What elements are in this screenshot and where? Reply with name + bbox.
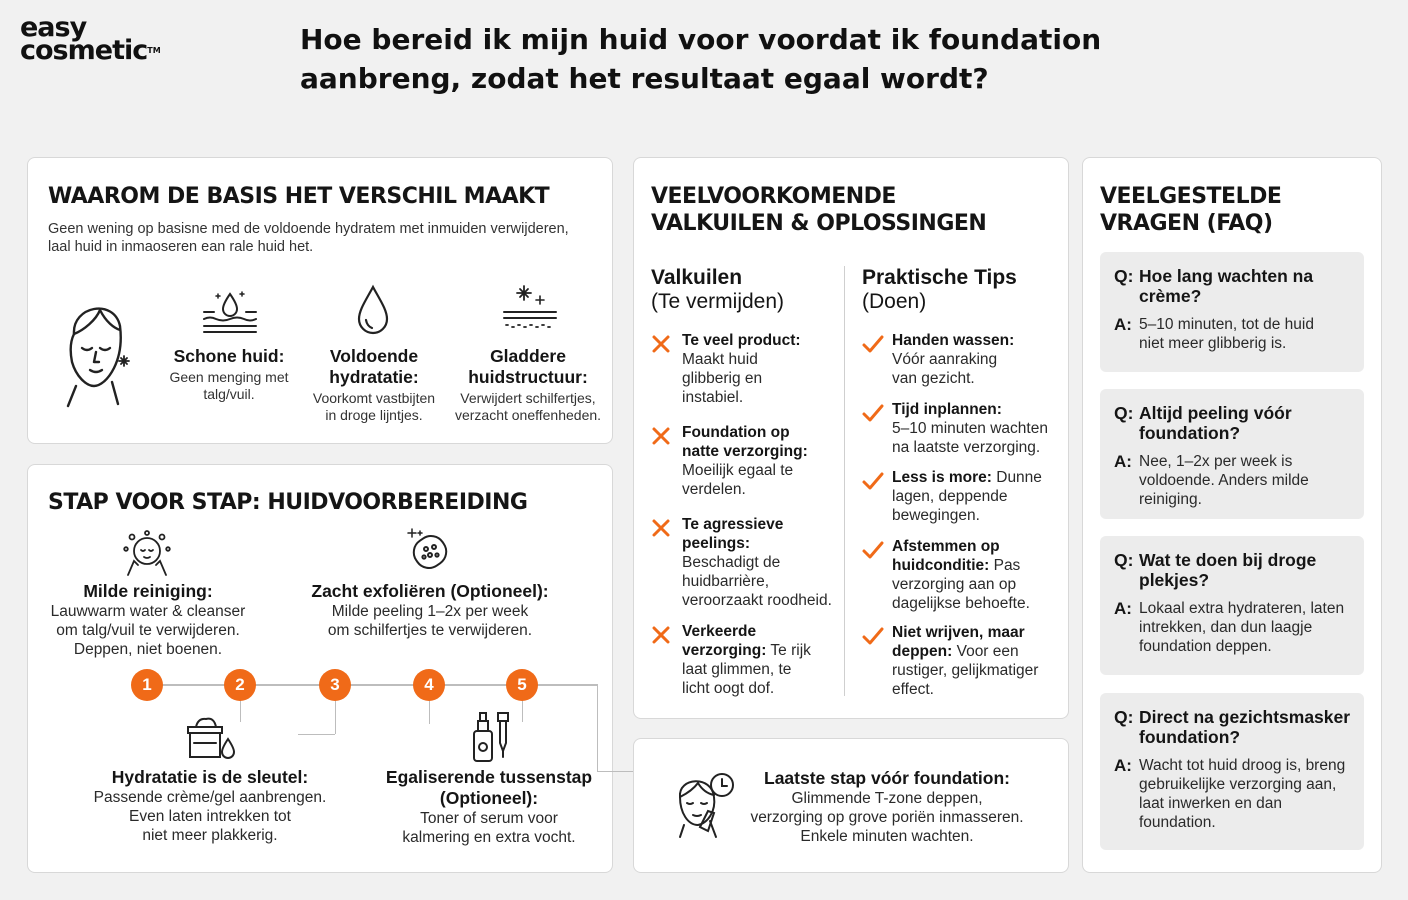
tip-2-bold: Tijd inplannen: <box>892 401 1002 418</box>
faq-2-answer-1: Nee, 1–2x per week is <box>1139 453 1293 470</box>
benefit-clean-title: Schone huid: <box>173 346 285 366</box>
tip-dab-dont-rub <box>892 623 1064 699</box>
column-divider <box>844 266 845 696</box>
sponge-icon <box>406 527 454 573</box>
tip-adapt-to-skin <box>892 537 1062 613</box>
pitfall-3-bold-1: Te agressieve <box>682 516 784 533</box>
faq-q-label: Q: <box>1114 403 1134 423</box>
step-1-desc-2: om talg/vuil te verwijderen. <box>56 622 240 639</box>
step-number-4: 4 <box>413 669 445 701</box>
tip-5-bold-1: Niet wrijven, maar <box>892 624 1025 641</box>
pitfall-2-line-2: verdelen. <box>682 481 746 498</box>
step-toner <box>374 767 604 847</box>
faq-2-question-1: Altijd peeling vóór <box>1139 403 1292 423</box>
check-icon <box>861 471 885 496</box>
step-3-desc-1: Passende crème/gel aanbrengen. <box>93 789 327 806</box>
connector-to-last-step <box>597 684 598 772</box>
tip-4-text: Pas <box>989 557 1021 574</box>
pitfall-3-line-3: veroorzaakt roodheid. <box>682 592 832 609</box>
pitfalls-card-title <box>651 183 1051 237</box>
faq-1-question-2: crème? <box>1139 286 1202 306</box>
page-title <box>300 20 1160 98</box>
step-number-2: 2 <box>224 669 256 701</box>
pitfalls-head-1: Valkuilen <box>651 266 743 289</box>
benefit-smooth-desc-1: Verwijdert schilfertjes, <box>460 390 596 406</box>
why-card-title: WAAROM DE BASIS HET VERSCHIL MAAKT <box>48 184 550 209</box>
faq-2-question-2: foundation? <box>1139 423 1241 443</box>
check-icon <box>861 540 885 565</box>
faq-title-1: VEELGESTELDE <box>1100 184 1282 209</box>
tip-4-bold-1: Afstemmen op <box>892 538 1000 555</box>
tip-plan-time <box>892 400 1064 457</box>
pitfalls-title-2: VALKUILEN & OPLOSSINGEN <box>651 211 987 236</box>
step-2-desc-1: Milde peeling 1–2x per week <box>331 603 529 620</box>
faq-title-2: VRAGEN (FAQ) <box>1100 211 1273 236</box>
last-step-card <box>633 738 1069 873</box>
cross-icon <box>651 334 671 359</box>
pitfalls-head-2: (Te vermijden) <box>651 290 785 313</box>
serum-bottles-icon <box>470 709 514 765</box>
benefit-hydration-title-1: Voldoende <box>329 346 419 366</box>
pitfall-4-bold-1: Verkeerde <box>682 623 757 640</box>
pitfall-wet-skincare <box>682 423 842 499</box>
check-icon <box>861 334 885 359</box>
step-4-desc-1: Toner of serum voor <box>420 810 558 827</box>
connector-step-3 <box>335 700 336 734</box>
benefit-clean-skin <box>158 346 300 403</box>
tip-1-line-2: van gezicht. <box>892 370 975 387</box>
faq-q-label: Q: <box>1114 707 1134 727</box>
faq-1-answer-1: 5–10 minuten, tot de huid <box>1139 316 1314 333</box>
benefit-hydration <box>304 346 444 424</box>
pitfall-1-line-1: Maakt huid <box>682 351 758 368</box>
benefit-hydration-desc-2: in droge lijntjes. <box>325 407 423 423</box>
faq-1-answer-2: niet meer glibberig is. <box>1139 335 1287 352</box>
step-1-desc-1: Lauwwarm water & cleanser <box>50 603 246 620</box>
step-3-desc-2: Even laten intrekken tot <box>129 808 291 825</box>
pitfall-1-bold: Te veel product: <box>682 332 801 349</box>
faq-4-answer-3: laat inwerken en dan <box>1139 795 1283 812</box>
faq-3-question-1: Wat te doen bij droge <box>1139 550 1317 570</box>
benefit-hydration-title-2: hydratatie: <box>329 367 419 387</box>
pitfalls-column-heading <box>651 266 784 314</box>
cross-icon <box>651 625 671 650</box>
benefit-smooth-title-1: Gladdere <box>490 346 566 366</box>
smooth-skin-sparkle-icon <box>502 284 558 334</box>
faq-3-answer-2: intrekken, dan dun laagje <box>1139 619 1313 636</box>
tip-5-line-2: effect. <box>892 681 934 698</box>
pitfall-4-line-1: laat glimmen, te <box>682 661 792 678</box>
connector-step-4 <box>429 700 430 724</box>
step-4-desc-2: kalmering en extra vocht. <box>402 829 576 846</box>
why-intro-text: Geen wening op basisne med de voldoende hydratem met inmuiden verwijderen, laal huid in inmaoseren ean rale huid het. <box>48 221 569 255</box>
tip-4-line-2: dagelijkse behoefte. <box>892 595 1030 612</box>
tip-3-line-2: bewegingen. <box>892 507 980 524</box>
step-1-desc-3: Deppen, niet boenen. <box>73 641 223 658</box>
faq-item <box>1100 389 1364 519</box>
tip-4-bold-2: huidconditie: <box>892 557 990 574</box>
step-2-desc-2: om schilfertjes te verwijderen. <box>327 622 533 639</box>
check-icon <box>861 626 885 651</box>
tip-5-line-1: rustiger, gelijkmatiger <box>892 662 1039 679</box>
pitfall-aggressive-peeling <box>682 515 842 610</box>
pitfall-1-line-3: instabiel. <box>682 389 744 406</box>
step-3-title: Hydratatie is de sleutel: <box>111 767 309 787</box>
tip-4-line-1: verzorging aan op <box>892 576 1017 593</box>
connector-step-2 <box>240 700 241 722</box>
benefit-smooth-structure <box>448 346 608 424</box>
last-step-desc-1: Glimmende T-zone deppen, <box>791 790 983 807</box>
faq-2-answer-2: voldoende. Anders milde <box>1139 472 1309 489</box>
pitfall-2-bold-2: natte verzorging: <box>682 443 808 460</box>
tip-1-bold: Handen wassen: <box>892 332 1015 349</box>
pitfall-too-much-product <box>682 331 842 407</box>
step-3-desc-3: niet meer plakkerig. <box>142 827 278 844</box>
step-exfoliate <box>290 581 570 640</box>
faq-3-answer-3: foundation deppen. <box>1139 638 1272 655</box>
benefit-hydration-desc-1: Voorkomt vastbijten <box>312 390 436 406</box>
faq-item <box>1100 693 1364 850</box>
connector-step-5 <box>522 700 523 722</box>
tip-less-is-more <box>892 468 1062 525</box>
faq-q-label: Q: <box>1114 550 1134 570</box>
cream-jar-icon <box>184 715 238 763</box>
faq-3-question-2: plekjes? <box>1139 570 1210 590</box>
step-4-title-1: Egaliserende tussenstap <box>385 767 593 787</box>
pitfall-4-line-2: licht oogt dof. <box>682 680 775 697</box>
pitfall-1-line-2: glibberig en <box>682 370 763 387</box>
connector-step-3-h <box>298 734 335 735</box>
tips-head-1: Praktische Tips <box>862 266 1017 289</box>
steps-card-title: STAP VOOR STAP: HUIDVOORBEREIDING <box>48 490 528 515</box>
page-title-line-2: aanbreng, zodat het resultaat egaal wordt? <box>300 62 989 95</box>
tips-head-2: (Doen) <box>862 290 927 313</box>
why-basis-card <box>27 157 613 444</box>
brand-line-1: easy <box>20 12 87 43</box>
tip-wash-hands <box>892 331 1062 388</box>
trademark: TM <box>147 46 161 55</box>
last-step-title: Laatste stap vóór foundation: <box>764 768 1010 788</box>
step-hydration <box>78 767 342 845</box>
water-drop-icon <box>356 284 390 336</box>
pitfall-2-line-1: Moeilijk egaal te <box>682 462 794 479</box>
faq-a-label: A: <box>1114 599 1132 618</box>
last-step-text <box>722 767 1052 846</box>
faq-4-answer-1: Wacht tot huid droog is, breng <box>1139 757 1346 774</box>
faq-4-answer-2: gebruikelijke verzorging aan, <box>1139 776 1337 793</box>
tip-3-text: Dunne <box>991 469 1042 486</box>
faq-item <box>1100 536 1364 675</box>
pitfalls-card <box>633 157 1069 719</box>
tip-5-bold-2: deppen: <box>892 643 953 660</box>
page-title-line-1: Hoe bereid ik mijn huid voor voordat ik foundation <box>300 23 1102 56</box>
benefit-smooth-title-2: huidstructuur: <box>468 367 588 387</box>
face-wash-icon <box>122 529 172 577</box>
tip-3-bold: Less is more: <box>892 469 992 486</box>
step-1-title: Milde reiniging: <box>83 581 213 601</box>
pitfalls-title-1: VEELVOORKOMENDE <box>651 184 896 209</box>
pitfall-wrong-skincare <box>682 622 842 698</box>
step-2-title: Zacht exfoliëren (Optioneel): <box>311 581 549 601</box>
pitfall-3-line-2: huidbarrière, <box>682 573 770 590</box>
tip-5-text: Voor een <box>952 643 1019 660</box>
check-icon <box>861 403 885 428</box>
faq-4-question-2: foundation? <box>1139 727 1241 747</box>
faq-card-title <box>1100 183 1281 237</box>
faq-3-answer-1: Lokaal extra hydrateren, laten <box>1139 600 1345 617</box>
last-step-desc-3: Enkele minuten wachten. <box>800 828 974 845</box>
benefit-clean-desc: Geen menging met talg/vuil. <box>169 369 289 402</box>
brand-line-2: cosmetic™ <box>20 35 161 66</box>
faq-q-label: Q: <box>1114 266 1134 286</box>
pitfall-4-text: Te rijk <box>766 642 811 659</box>
step-number-5: 5 <box>506 669 538 701</box>
faq-2-answer-3: reiniging. <box>1139 491 1202 508</box>
tip-2-line-2: na laatste verzorging. <box>892 439 1041 456</box>
step-mild-cleansing <box>38 581 258 659</box>
tip-2-line-1: 5–10 minuten wachten <box>892 420 1048 437</box>
faq-card <box>1082 157 1382 873</box>
tip-1-line-1: Vóór aanraking <box>892 351 998 368</box>
clean-skin-layers-icon <box>202 288 258 338</box>
face-sparkle-icon <box>62 290 134 408</box>
faq-a-label: A: <box>1114 452 1132 471</box>
faq-a-label: A: <box>1114 315 1132 334</box>
last-step-desc-2: verzorging op grove poriën inmasseren. <box>750 809 1024 826</box>
pitfall-4-bold-2: verzorging: <box>682 642 767 659</box>
step-4-title-2: (Optioneel): <box>439 788 539 808</box>
faq-4-answer-4: foundation. <box>1139 814 1216 831</box>
step-number-3: 3 <box>319 669 351 701</box>
faq-1-question-1: Hoe lang wachten na <box>1139 266 1314 286</box>
pitfall-2-bold-1: Foundation op <box>682 424 790 441</box>
faq-item <box>1100 252 1364 372</box>
step-number-1: 1 <box>131 669 163 701</box>
pitfall-3-bold-2: peelings: <box>682 535 751 552</box>
tips-column-heading <box>862 266 1017 314</box>
tip-3-line-1: lagen, deppende <box>892 488 1008 505</box>
faq-4-question-1: Direct na gezichtsmasker <box>1139 707 1351 727</box>
pitfall-3-line-1: Beschadigt de <box>682 554 781 571</box>
benefit-smooth-desc-2: verzacht oneffenheden. <box>454 407 602 423</box>
cross-icon <box>651 518 671 543</box>
step-by-step-card <box>27 464 613 873</box>
faq-a-label: A: <box>1114 756 1132 775</box>
cross-icon <box>651 426 671 451</box>
brand-logo[interactable] <box>20 12 161 66</box>
